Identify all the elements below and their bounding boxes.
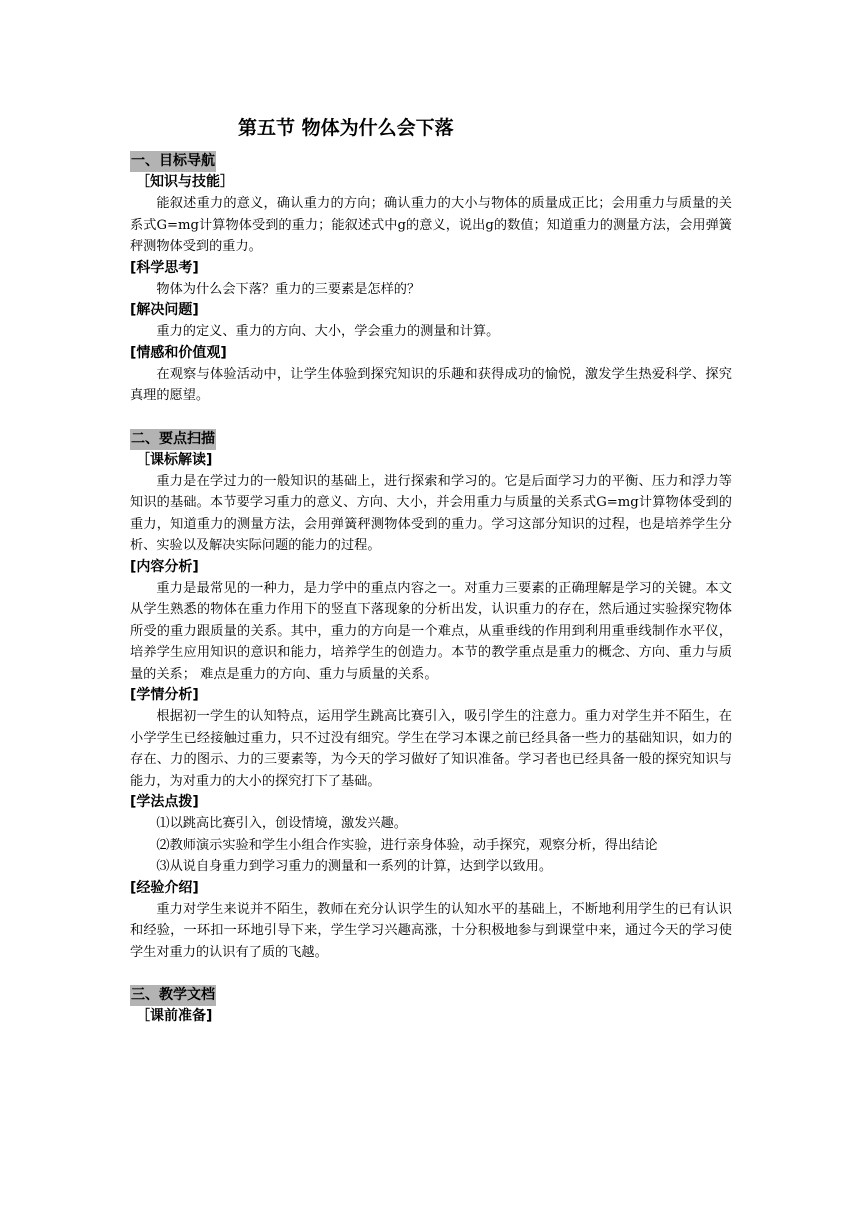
paragraph-solve: 重力的定义、重力的方向、大小，学会重力的测量和计算。	[156, 324, 500, 339]
list-item-method-3: ⑶从说自身重力到学习重力的测量和一系列的计算，达到学以致用。	[156, 859, 553, 874]
paragraph-students: 根据初一学生的认知特点，运用学生跳高比赛引入，吸引学生的注意力。重力对学生并不陌生，在小学学生已经接触过重力，只不过没有细究。学生在学习本课之前已经具备一些力的基础知识，如力的存在、力的图示、力的三要素等，为今天的学习做好了知识准备。学习者也已经具备一般的探究知识与能力，为对重力的大小的探究打下了基础。	[130, 709, 732, 789]
page-title: 第五节 物体为什么会下落	[238, 117, 454, 139]
subheading-content: [内容分析]	[130, 558, 199, 575]
subheading-experience: [经验介绍]	[130, 879, 199, 896]
list-item-method-2: ⑵教师演示实验和学生小组合作实验，进行亲身体验，动手探究，观察分析，得出结论	[156, 837, 658, 853]
list-item-method-1: ⑴以跳高比赛引入，创设情境，激发兴趣。	[156, 816, 407, 831]
subheading-solve: [解决问题]	[130, 302, 199, 318]
section-heading-teaching-docs: 三、教学文档	[130, 985, 216, 1006]
subheading-method: [学法点拨]	[130, 794, 199, 810]
subheading-curriculum: ［课标解读]	[136, 451, 213, 468]
spacer	[130, 407, 732, 428]
paragraph-values: 在观察与体验活动中，让学生体验到探究知识的乐趣和获得成功的愉悦，激发学生热爱科学、探究真理的愿望。	[130, 366, 732, 403]
paragraph-curriculum: 重力是在学过力的一般知识的基础上，进行探索和学习的。它是后面学习力的平衡、压力和浮力等知识的基础。本节要学习重力的意义、方向、大小，并会用重力与质量的关系式G=mg计算物体受到的重力，知道重力的测量方法，会用弹簧秤测物体受到的重力。学习这部分知识的过程，也是培养学生分析、实验以及解决实际问题的能力的过程。	[130, 473, 732, 553]
paragraph-experience: 重力对学生来说并不陌生，教师在充分认识学生的认知水平的基础上，不断地利用学生的已有认识和经验，一环扣一环地引导下来，学生学习兴趣高涨，十分积极地参与到课堂中来，通过今天的学习使学生对重力的认识有了质的飞越。	[130, 901, 732, 960]
paragraph-content: 重力是最常见的一种力，是力学中的重点内容之一。对重力三要素的正确理解是学习的关键。本文从学生熟悉的物体在重力作用下的竖直下落现象的分析出发，认识重力的存在，然后通过实验探究物体所受的重力跟质量的关系。其中，重力的方向是一个难点，从重垂线的作用到利用重垂线制作水平仪，培养学生应用知识的意识和能力，培养学生的创造力。本节的教学重点是重力的概念、方向、重力与质量的关系； 难点是重力的方向、重力与质量的关系。	[130, 580, 732, 682]
paragraph-thinking: 物体为什么会下落？重力的三要素是怎样的？	[156, 281, 421, 297]
subheading-thinking: [科学思考]	[130, 259, 199, 276]
spacer	[130, 963, 732, 984]
section-heading-goals: 一、目标导航	[130, 151, 216, 172]
subheading-values: [情感和价值观]	[130, 344, 227, 361]
section-heading-keypoints: 二、要点扫描	[130, 429, 216, 450]
subheading-students: [学情分析]	[130, 687, 199, 703]
subheading-knowledge: ［知识与技能］	[136, 174, 234, 190]
document-body	[130, 150, 732, 1027]
subheading-prep: ［课前准备]	[136, 1008, 213, 1024]
paragraph-knowledge: 能叙述重力的意义，确认重力的方向；确认重力的大小与物体的质量成正比；会用重力与质量的关系式G=mg计算物体受到的重力；能叙述式中g的意义，说出g的数值；知道重力的测量方法，会用弹簧秤测物体受到的重力。	[130, 196, 732, 254]
